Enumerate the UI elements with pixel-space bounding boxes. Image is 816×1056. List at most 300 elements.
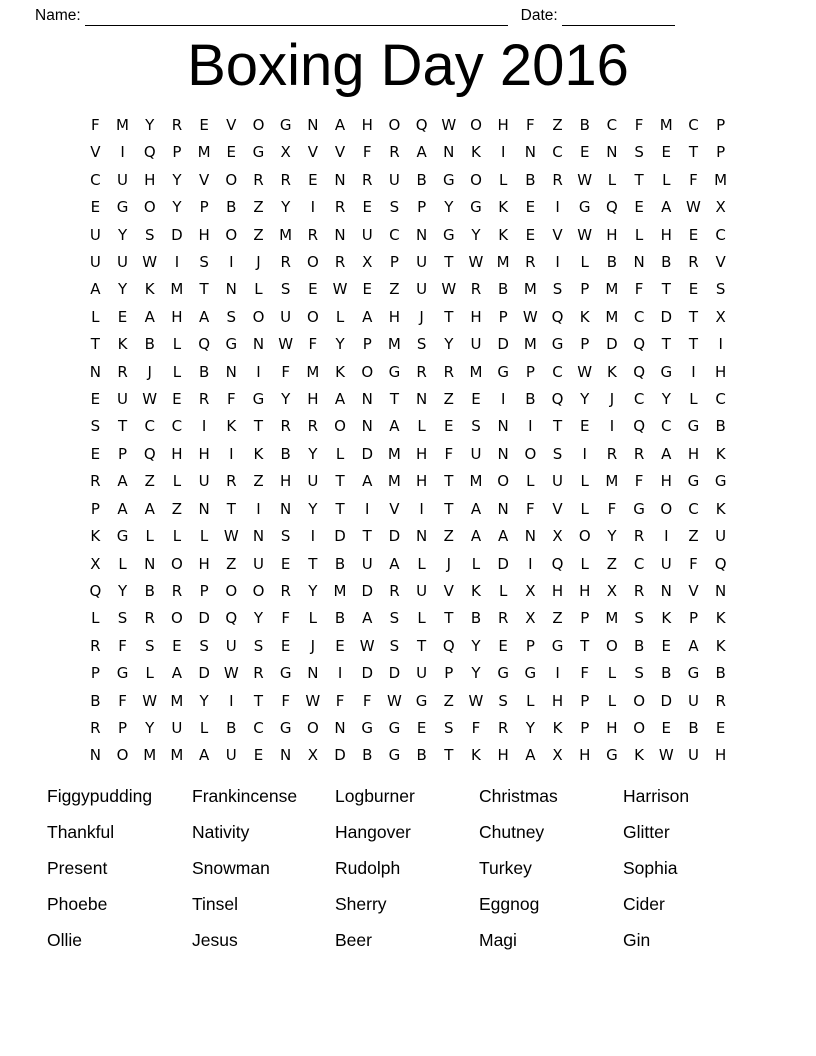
grid-cell[interactable]: U [416,253,428,272]
grid-cell[interactable]: H [280,472,292,491]
grid-cell[interactable]: H [470,307,482,326]
grid-cell[interactable]: F [362,691,372,710]
grid-cell[interactable]: J [147,362,152,381]
grid-cell[interactable]: Q [442,636,455,655]
grid-cell[interactable]: L [607,691,617,710]
grid-cell[interactable]: S [552,280,563,299]
grid-cell[interactable]: I [337,664,343,683]
grid-cell[interactable]: I [500,390,506,409]
grid-cell[interactable]: B [198,362,210,381]
grid-cell[interactable]: A [688,636,699,655]
grid-cell[interactable]: U [225,746,237,765]
grid-cell[interactable]: Z [253,198,264,217]
grid-cell[interactable]: L [172,362,182,381]
grid-cell[interactable]: N [660,581,672,600]
grid-cell[interactable]: T [308,554,318,573]
grid-cell[interactable]: F [308,335,318,354]
grid-cell[interactable]: E [661,718,672,737]
grid-cell[interactable]: F [91,116,100,134]
grid-cell[interactable]: M [306,362,320,381]
grid-cell[interactable]: S [280,527,291,546]
grid-cell[interactable]: Q [551,390,564,409]
grid-cell[interactable]: Y [308,581,318,600]
grid-cell[interactable]: T [552,417,563,436]
grid-cell[interactable]: K [471,581,481,600]
grid-cell[interactable]: Y [281,198,291,217]
grid-cell[interactable]: X [280,143,291,162]
grid-cell[interactable]: K [335,362,345,381]
word-list-item[interactable]: Figgypudding [47,786,153,806]
grid-cell[interactable]: B [525,390,536,409]
grid-cell[interactable]: U [388,170,400,189]
grid-cell[interactable]: P [172,143,182,162]
grid-cell[interactable]: L [91,609,100,628]
grid-cell[interactable]: U [687,691,699,710]
grid-cell[interactable]: Y [580,390,590,409]
grid-cell[interactable]: L [199,527,209,546]
grid-cell[interactable]: M [170,280,184,299]
grid-cell[interactable]: E [280,554,291,573]
grid-cell[interactable]: H [551,581,564,600]
grid-cell[interactable]: H [497,116,509,134]
grid-cell[interactable]: I [419,499,424,518]
grid-cell[interactable]: M [197,143,211,162]
grid-cell[interactable]: V [552,225,563,244]
grid-cell[interactable]: S [144,636,155,655]
grid-cell[interactable]: K [634,746,645,765]
grid-cell[interactable]: P [199,198,209,217]
grid-cell[interactable]: G [116,527,129,546]
grid-cell[interactable]: T [688,335,699,354]
grid-cell[interactable]: K [715,609,726,628]
word-list-item[interactable]: Beer [335,930,372,950]
grid-cell[interactable]: U [361,554,373,573]
grid-cell[interactable]: Z [443,527,454,546]
grid-cell[interactable]: T [444,253,454,272]
grid-cell[interactable]: S [389,636,400,655]
grid-cell[interactable]: K [579,307,590,326]
grid-cell[interactable]: T [688,307,699,326]
grid-cell[interactable]: R [525,253,536,272]
grid-cell[interactable]: N [280,499,292,518]
grid-cell[interactable]: W [142,691,158,710]
grid-cell[interactable]: Z [606,554,618,573]
grid-cell[interactable]: X [715,198,726,217]
grid-cell[interactable]: R [334,253,346,272]
grid-cell[interactable]: R [171,116,183,134]
grid-cell[interactable]: Q [714,554,727,573]
grid-cell[interactable]: U [171,718,183,737]
word-list-item[interactable]: Snowman [192,858,270,878]
grid-cell[interactable]: Z [389,280,400,299]
grid-cell[interactable]: N [252,527,265,546]
grid-cell[interactable]: O [225,225,238,244]
grid-cell[interactable]: R [334,198,346,217]
grid-cell[interactable]: V [334,143,346,162]
grid-cell[interactable]: N [334,225,346,244]
grid-cell[interactable]: A [416,143,427,162]
grid-cell[interactable]: E [362,198,372,217]
grid-cell[interactable]: X [362,253,373,272]
grid-cell[interactable]: M [143,746,157,765]
grid-cell[interactable]: Q [633,362,645,381]
grid-cell[interactable]: F [444,444,454,463]
grid-cell[interactable]: Y [145,718,155,737]
grid-cell[interactable]: O [225,170,238,189]
grid-cell[interactable]: U [416,581,428,600]
grid-cell[interactable]: N [252,335,265,354]
grid-cell[interactable]: W [468,691,484,710]
grid-cell[interactable]: F [634,472,644,491]
grid-cell[interactable]: R [389,143,400,162]
grid-cell[interactable]: G [687,472,700,491]
grid-cell[interactable]: Z [552,609,563,628]
grid-cell[interactable]: L [580,472,589,491]
grid-cell[interactable]: A [362,472,373,491]
grid-cell[interactable]: S [552,444,563,463]
grid-cell[interactable]: E [117,307,128,326]
grid-cell[interactable]: L [607,664,617,683]
grid-cell[interactable]: B [416,746,427,765]
grid-cell[interactable]: T [444,499,454,518]
grid-cell[interactable]: H [687,444,700,463]
grid-cell[interactable]: I [365,499,370,518]
grid-cell[interactable]: N [144,554,156,573]
grid-cell[interactable]: V [552,499,563,518]
grid-cell[interactable]: I [120,143,125,162]
grid-cell[interactable]: A [198,746,210,765]
grid-cell[interactable]: H [551,691,564,710]
grid-cell[interactable]: S [715,280,726,299]
grid-cell[interactable]: C [715,225,726,244]
grid-cell[interactable]: W [577,225,593,244]
grid-cell[interactable]: E [172,636,182,655]
grid-cell[interactable]: B [362,746,373,765]
grid-cell[interactable]: K [661,609,672,628]
grid-cell[interactable]: I [310,527,316,546]
grid-cell[interactable]: E [308,280,318,299]
grid-cell[interactable]: A [661,198,672,217]
grid-cell[interactable]: N [415,225,428,244]
grid-cell[interactable]: D [388,664,401,683]
grid-cell[interactable]: R [90,636,101,655]
grid-cell[interactable]: I [609,417,615,436]
grid-cell[interactable]: L [335,444,345,463]
grid-cell[interactable]: I [500,143,506,162]
grid-cell[interactable]: U [307,472,319,491]
grid-cell[interactable]: E [90,390,101,409]
grid-cell[interactable]: R [171,581,183,600]
grid-cell[interactable]: Y [471,664,481,683]
grid-cell[interactable]: A [117,472,128,491]
grid-cell[interactable]: O [143,198,156,217]
grid-cell[interactable]: T [199,280,209,299]
grid-cell[interactable]: G [470,198,482,217]
grid-cell[interactable]: O [606,636,618,655]
grid-cell[interactable]: S [389,609,400,628]
grid-cell[interactable]: G [497,362,509,381]
grid-cell[interactable]: G [442,225,455,244]
grid-cell[interactable]: H [388,307,401,326]
grid-cell[interactable]: B [633,636,645,655]
word-list-item[interactable]: Eggnog [479,894,540,914]
word-list-item[interactable]: Jesus [192,930,238,950]
grid-cell[interactable]: N [225,362,237,381]
grid-cell[interactable]: F [580,664,590,683]
grid-cell[interactable]: T [444,746,454,765]
grid-cell[interactable]: S [471,417,481,436]
grid-cell[interactable]: L [118,554,127,573]
grid-cell[interactable]: B [498,280,509,299]
grid-cell[interactable]: T [253,417,264,436]
grid-cell[interactable]: D [660,691,673,710]
word-list-item[interactable]: Hangover [335,822,411,842]
grid-cell[interactable]: H [715,362,727,381]
grid-cell[interactable]: Y [117,280,128,299]
grid-cell[interactable]: E [280,636,291,655]
grid-cell[interactable]: D [660,307,673,326]
grid-cell[interactable]: E [335,636,345,655]
grid-cell[interactable]: V [389,499,400,518]
grid-cell[interactable]: J [310,636,316,655]
grid-cell[interactable]: H [361,116,373,134]
grid-cell[interactable]: S [634,143,644,162]
grid-cell[interactable]: P [716,143,726,162]
grid-cell[interactable]: K [498,225,509,244]
grid-cell[interactable]: H [660,225,672,244]
grid-cell[interactable]: Q [551,307,564,326]
word-search-grid[interactable] [82,112,735,770]
grid-cell[interactable]: Q [143,444,156,463]
grid-cell[interactable]: D [334,746,346,765]
grid-cell[interactable]: S [498,691,508,710]
grid-cell[interactable]: X [552,527,563,546]
grid-cell[interactable]: M [116,116,129,134]
grid-cell[interactable]: Y [525,718,535,737]
grid-cell[interactable]: F [689,170,698,189]
grid-cell[interactable]: O [660,499,673,518]
grid-cell[interactable]: I [528,417,533,436]
grid-cell[interactable]: O [633,718,645,737]
grid-cell[interactable]: V [443,581,454,600]
grid-cell[interactable]: C [633,307,645,326]
grid-cell[interactable]: S [634,609,644,628]
grid-cell[interactable]: P [525,636,535,655]
grid-cell[interactable]: N [415,527,428,546]
grid-cell[interactable]: G [497,664,509,683]
grid-cell[interactable]: A [470,499,482,518]
grid-cell[interactable]: D [334,527,346,546]
grid-cell[interactable]: L [172,527,182,546]
grid-cell[interactable]: R [280,417,291,436]
grid-cell[interactable]: I [229,444,234,463]
grid-cell[interactable]: B [715,664,726,683]
word-list-item[interactable]: Sophia [623,858,678,878]
grid-cell[interactable]: W [686,198,701,217]
grid-cell[interactable]: A [117,499,128,518]
grid-cell[interactable]: F [634,280,644,299]
grid-cell[interactable]: X [552,746,563,765]
grid-cell[interactable]: C [688,116,699,134]
word-list-item[interactable]: Present [47,858,108,878]
grid-cell[interactable]: U [416,280,428,299]
grid-cell[interactable]: I [555,198,560,217]
grid-cell[interactable]: R [552,170,563,189]
grid-cell[interactable]: Q [225,609,238,628]
grid-cell[interactable]: W [386,691,402,710]
grid-cell[interactable]: T [580,636,590,655]
word-list-item[interactable]: Sherry [335,894,387,914]
grid-cell[interactable]: Y [335,335,345,354]
grid-cell[interactable]: E [525,198,536,217]
grid-cell[interactable]: E [634,198,644,217]
grid-cell[interactable]: Y [308,444,318,463]
grid-cell[interactable]: G [606,746,618,765]
word-list-item[interactable]: Gin [623,930,651,950]
grid-cell[interactable]: S [444,718,454,737]
grid-cell[interactable]: A [144,307,155,326]
grid-cell[interactable]: J [609,390,615,409]
grid-cell[interactable]: E [688,225,699,244]
grid-cell[interactable]: T [417,636,427,655]
grid-cell[interactable]: H [171,444,183,463]
grid-cell[interactable]: O [252,581,265,600]
grid-cell[interactable]: E [226,143,237,162]
grid-cell[interactable]: M [170,746,184,765]
date-input-line[interactable] [562,8,675,26]
grid-cell[interactable]: K [253,444,264,463]
grid-cell[interactable]: I [691,362,696,381]
grid-cell[interactable]: M [279,225,293,244]
grid-cell[interactable]: T [117,417,128,436]
grid-cell[interactable]: F [281,691,290,710]
grid-cell[interactable]: C [552,362,563,381]
grid-cell[interactable]: I [310,198,316,217]
grid-cell[interactable]: I [528,554,533,573]
grid-cell[interactable]: G [714,472,727,491]
grid-cell[interactable]: S [280,280,291,299]
grid-cell[interactable]: N [524,527,536,546]
grid-cell[interactable]: C [552,143,563,162]
grid-cell[interactable]: I [555,253,560,272]
grid-cell[interactable]: T [634,170,644,189]
grid-cell[interactable]: G [633,499,645,518]
grid-cell[interactable]: W [142,253,158,272]
grid-cell[interactable]: H [606,718,618,737]
grid-cell[interactable]: A [525,746,536,765]
grid-cell[interactable]: R [633,444,645,463]
grid-cell[interactable]: E [444,417,454,436]
grid-cell[interactable]: G [279,664,292,683]
grid-cell[interactable]: H [660,472,672,491]
grid-cell[interactable]: D [361,444,373,463]
grid-cell[interactable]: P [90,664,100,683]
grid-cell[interactable]: L [689,390,698,409]
grid-cell[interactable]: O [470,170,482,189]
grid-cell[interactable]: O [524,444,537,463]
grid-cell[interactable]: D [388,527,401,546]
grid-cell[interactable]: E [579,143,590,162]
grid-cell[interactable]: P [118,718,128,737]
grid-cell[interactable]: B [688,718,699,737]
grid-cell[interactable]: R [688,253,699,272]
grid-cell[interactable]: N [334,170,346,189]
grid-cell[interactable]: L [498,170,508,189]
grid-cell[interactable]: E [362,280,372,299]
grid-cell[interactable]: T [226,499,236,518]
grid-cell[interactable]: U [687,746,699,765]
grid-cell[interactable]: M [387,472,401,491]
grid-cell[interactable]: U [552,472,564,491]
grid-cell[interactable]: G [551,636,564,655]
grid-cell[interactable]: E [90,444,101,463]
grid-cell[interactable]: Y [444,198,454,217]
grid-cell[interactable]: F [226,390,236,409]
grid-cell[interactable]: E [498,636,508,655]
grid-cell[interactable]: S [634,664,644,683]
grid-cell[interactable]: Q [606,198,618,217]
grid-cell[interactable]: N [633,253,645,272]
grid-cell[interactable]: R [389,581,400,600]
grid-cell[interactable]: N [415,390,428,409]
grid-cell[interactable]: A [334,116,346,134]
grid-cell[interactable]: M [605,609,619,628]
grid-cell[interactable]: H [307,390,319,409]
grid-cell[interactable]: S [90,417,101,436]
name-input-line[interactable] [85,8,508,26]
grid-cell[interactable]: C [633,554,645,573]
grid-cell[interactable]: C [688,499,699,518]
grid-cell[interactable]: F [362,143,372,162]
grid-cell[interactable]: X [90,554,101,573]
grid-cell[interactable]: R [416,362,427,381]
grid-cell[interactable]: R [90,472,101,491]
grid-cell[interactable]: O [306,718,319,737]
grid-cell[interactable]: O [116,746,129,765]
grid-cell[interactable]: N [497,417,509,436]
grid-cell[interactable]: V [715,253,726,272]
grid-cell[interactable]: M [605,472,619,491]
grid-cell[interactable]: H [144,170,156,189]
grid-cell[interactable]: K [552,718,563,737]
grid-cell[interactable]: V [688,581,699,600]
grid-cell[interactable]: Q [198,335,210,354]
word-list-item[interactable]: Logburner [335,786,415,806]
grid-cell[interactable]: S [117,609,128,628]
grid-cell[interactable]: B [90,691,101,710]
grid-cell[interactable]: U [470,335,482,354]
grid-cell[interactable]: X [307,746,318,765]
grid-cell[interactable]: O [306,253,319,272]
grid-cell[interactable]: R [226,472,237,491]
grid-cell[interactable]: Y [281,390,291,409]
grid-cell[interactable]: W [359,636,375,655]
grid-cell[interactable]: W [468,253,484,272]
grid-cell[interactable]: L [526,691,535,710]
grid-cell[interactable]: G [687,664,700,683]
grid-cell[interactable]: I [582,444,587,463]
grid-cell[interactable]: T [362,527,372,546]
grid-cell[interactable]: R [307,225,319,244]
grid-cell[interactable]: T [444,307,454,326]
grid-cell[interactable]: P [498,307,508,326]
grid-cell[interactable]: B [661,253,672,272]
grid-cell[interactable]: N [443,143,455,162]
grid-cell[interactable]: T [90,335,100,354]
grid-cell[interactable]: A [171,664,183,683]
grid-cell[interactable]: K [90,527,101,546]
grid-cell[interactable]: R [497,718,509,737]
